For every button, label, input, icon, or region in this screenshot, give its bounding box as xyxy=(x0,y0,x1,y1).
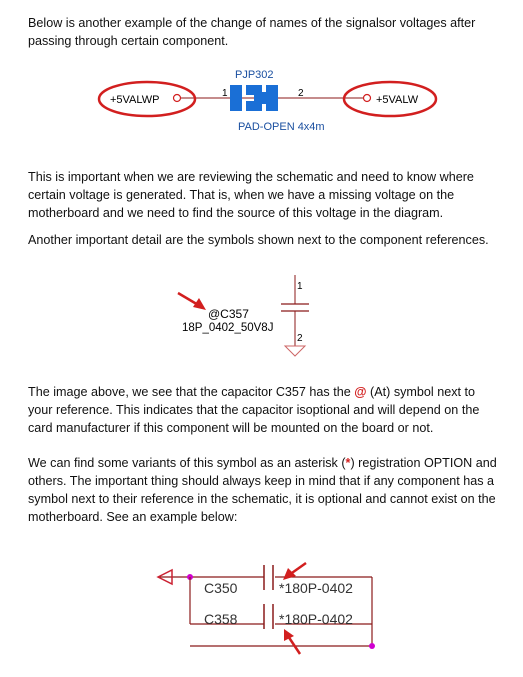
c350-value-label: *180P-0402 xyxy=(279,580,353,596)
c350-ref-label: C350 xyxy=(204,580,238,596)
importance-paragraph: This is important when we are reviewing the schematic and need to know where certain voltage is generated. That is, when we have a missing voltage on the motherboard and we need to find the source of this voltage in the diagram. xyxy=(28,170,474,220)
left-terminal-icon xyxy=(174,95,181,102)
ground-icon xyxy=(285,346,305,356)
at-symbol-paragraph: The image above, we see that the capacitor C357 has the @ (At) symbol next to your reference. This indicates that the capacitor isoptional and will depend on the card manufacturer if this component will be mounted on the board or not. xyxy=(28,385,480,435)
c357-pin2-label: 2 xyxy=(297,333,303,344)
right-net-highlight-ellipse xyxy=(344,82,436,116)
c358-value-label: *180P-0402 xyxy=(279,611,353,627)
asterisk-symbol: * xyxy=(345,456,351,470)
left-net-highlight-ellipse xyxy=(99,82,195,116)
pad-open-component xyxy=(230,85,278,111)
c357-pin1-label: 1 xyxy=(297,281,303,292)
arrow-icon xyxy=(284,629,300,654)
asterisk-paragraph: We can find some variants of this symbol as an asterisk (*) registration OPTION and others. The important thing should always keep in mind that if any component has a symbol next to their reference in the schematic, it is optional and cannot exist on the motherboard. See an example below: xyxy=(28,456,497,524)
arrow-icon xyxy=(283,563,306,580)
c358-ref-label: C358 xyxy=(204,611,238,627)
pin1-label: 1 xyxy=(222,88,228,99)
c357-ref-label: @C357 xyxy=(208,307,249,321)
symbols-paragraph: Another important detail are the symbols shown next to the component references. xyxy=(28,233,489,247)
c357-value-label: 18P_0402_50V8J xyxy=(182,322,274,334)
component-ref-label: PJP302 xyxy=(235,69,274,81)
at-symbol: @ xyxy=(354,385,367,399)
right-terminal-icon xyxy=(364,95,371,102)
pin2-label: 2 xyxy=(298,88,304,99)
intro-paragraph: Below is another example of the change of names of the signalsor voltages after passing through certain component. xyxy=(28,16,476,48)
left-arrow-icon xyxy=(158,570,172,584)
component-value-label: PAD-OPEN 4x4m xyxy=(238,121,325,133)
left-net-label: +5VALWP xyxy=(110,94,160,106)
right-net-label: +5VALW xyxy=(376,94,419,106)
arrow-icon xyxy=(178,293,206,310)
